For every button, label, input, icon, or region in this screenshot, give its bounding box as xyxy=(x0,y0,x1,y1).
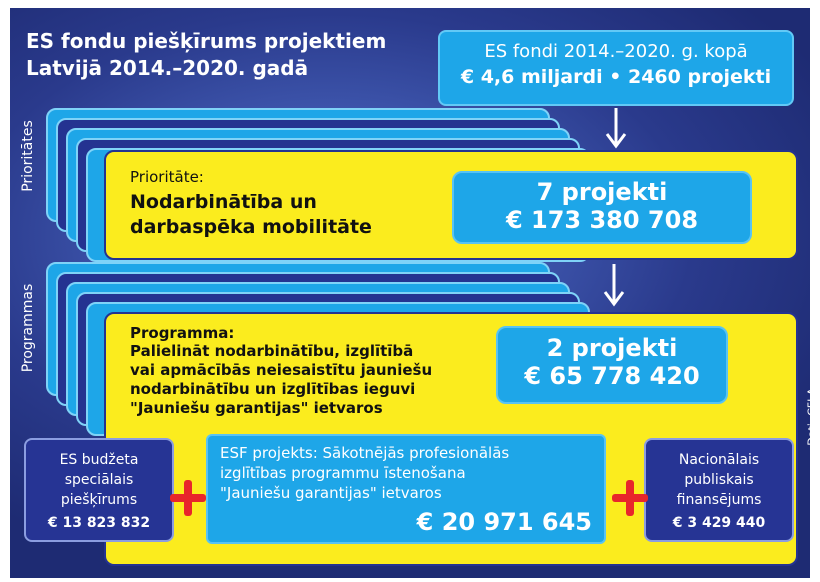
national-funding-box xyxy=(644,438,794,542)
eu-budget-line-2: speciālais xyxy=(64,472,134,488)
program-line-2: vai apmācībās neiesaistītu jauniešu xyxy=(130,361,433,379)
title-line-1: ES fondu piešķīrums projektiem xyxy=(26,29,387,53)
esf-project-amount: € 20 971 645 xyxy=(416,508,592,536)
priority-label: Prioritāte: xyxy=(130,168,204,186)
program-summary-box xyxy=(496,326,728,404)
data-source-credit: Dati: CFLA xyxy=(806,388,819,446)
national-line-2: publiskais xyxy=(684,472,754,488)
infographic xyxy=(10,8,819,578)
priority-amount: € 173 380 708 xyxy=(505,206,699,234)
arrow-down-icon xyxy=(602,264,626,308)
plus-icon xyxy=(168,478,208,518)
total-funds-value: € 4,6 miljardi • 2460 projekti xyxy=(460,66,772,88)
side-label-priorities: Prioritātes xyxy=(20,120,36,192)
priority-name-line-1: Nodarbinātība un xyxy=(130,191,317,213)
program-amount: € 65 778 420 xyxy=(524,362,700,390)
side-label-programs: Programmas xyxy=(20,283,36,373)
priority-name-line-2: darbaspēka mobilitāte xyxy=(130,216,372,238)
esf-project-line-3: "Jauniešu garantijas" ietvaros xyxy=(220,484,442,502)
infographic-title xyxy=(26,28,426,82)
program-projects: 2 projekti xyxy=(546,334,678,362)
eu-budget-line-1: ES budžeta xyxy=(59,452,139,468)
national-amount: € 3 429 440 xyxy=(672,515,766,531)
program-label: Programma: xyxy=(130,324,235,342)
title-line-2: Latvijā 2014.–2020. gadā xyxy=(26,56,309,80)
esf-project-box xyxy=(206,434,606,544)
national-line-1: Nacionālais xyxy=(678,452,760,468)
priority-projects: 7 projekti xyxy=(536,178,668,206)
program-line-4: "Jauniešu garantijas" ietvaros xyxy=(130,399,383,417)
total-funds-box xyxy=(438,30,794,106)
eu-budget-line-3: piešķīrums xyxy=(60,492,138,508)
total-funds-label: ES fondi 2014.–2020. g. kopā xyxy=(484,41,748,62)
eu-budget-box xyxy=(24,438,174,542)
eu-budget-amount: € 13 823 832 xyxy=(47,515,151,531)
esf-project-line-2: izglītības programmu īstenošana xyxy=(220,464,466,482)
esf-project-line-1: ESF projekts: Sākotnējās profesionālās xyxy=(220,444,510,462)
program-line-3: nodarbinātību un izglītības ieguvi xyxy=(130,380,416,398)
plus-icon xyxy=(610,478,650,518)
priority-summary-box xyxy=(452,171,752,244)
national-line-3: finansējums xyxy=(676,492,762,508)
arrow-down-icon xyxy=(604,108,628,150)
program-line-1: Palielināt nodarbinātību, izglītībā xyxy=(130,342,414,360)
